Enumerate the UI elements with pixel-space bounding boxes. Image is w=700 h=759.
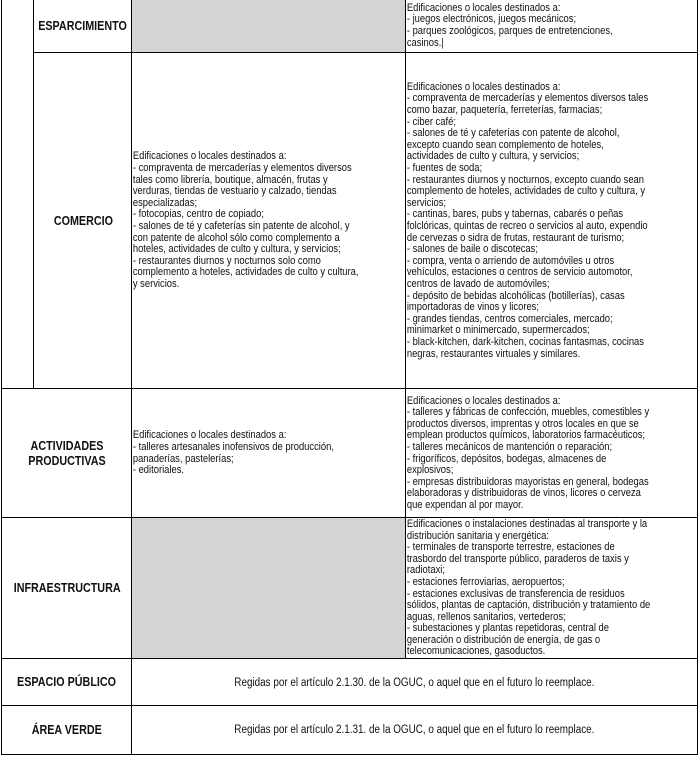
row-label-infraestructura: INFRAESTRUCTURA bbox=[1, 517, 133, 660]
list-item: - fuentes de soda; bbox=[406, 162, 483, 175]
list-item: - juegos electrónicos, juegos mecánicos; bbox=[406, 13, 577, 26]
list-item: - salones de té y cafeterías sin patente de alcohol, y con patente de alcohol sólo como complemento a hoteles, actividades de culto y cultura, y servicios; bbox=[132, 220, 350, 256]
cell-comercio-col2 bbox=[131, 52, 407, 390]
list-intro: Edificaciones o locales destinados a: bbox=[132, 150, 287, 163]
list bbox=[406, 82, 650, 360]
list-item: - editoriales. bbox=[132, 464, 185, 477]
list bbox=[406, 396, 650, 512]
group-bracket-cell bbox=[1, 0, 35, 390]
list-item: - black-kitchen, dark-kitchen, cocinas fantasmas, cocinas negras, restaurantes virtuales y similares. bbox=[406, 335, 644, 360]
list bbox=[132, 430, 362, 476]
list-item: - estaciones exclusivas de transferencia de residuos sólidos, plantas de captación, distribución y tratamiento de aguas, rellenos sanitarios, vertederos; bbox=[406, 587, 651, 623]
list-item: - salones de baile o discotecas; bbox=[406, 243, 538, 256]
list-item: - compraventa de mercaderías y elementos diversos tales como librería, boutique, almacén, frutas y verduras, tiendas de vestuario y calzado, tiendas especializadas; bbox=[132, 162, 352, 209]
cell-area-verde: Regidas por el artículo 2.1.31. de la OGUC, o aquel que en el futuro lo reemplace. bbox=[131, 705, 698, 755]
list-item: - ciber café; bbox=[406, 115, 456, 128]
row-label-actividades-productivas: ACTIVIDADES PRODUCTIVAS bbox=[1, 388, 133, 519]
list-item: - frigoríficos, depósitos, bodegas, almacenes de explosivos; bbox=[406, 452, 607, 477]
list-item: - depósito de bebidas alcohólicas (botillerías), casas importadoras de vinos y licores; bbox=[406, 289, 625, 314]
blocked-cell-infraestructura bbox=[131, 517, 407, 660]
cell-actividades-col3 bbox=[405, 388, 698, 519]
cell-espacio-publico: Regidas por el artículo 2.1.30. de la OGUC, o aquel que en el futuro lo reemplace. bbox=[131, 658, 698, 707]
list-item: - grandes tiendas, centros comerciales, mercado; minimarket o minimercado, supermercados; bbox=[406, 312, 613, 337]
list-item: - talleres y fábricas de confección, muebles, comestibles y productos diversos, imprentas y otros locales en que se emplean productos químicos, laboratorios farmacéuticos; bbox=[406, 406, 650, 442]
list-item: - compra, venta o arriendo de automóviles u otros vehículos, estaciones o centros de servicio automotor, centros de lavado de automóviles; bbox=[406, 254, 633, 290]
list bbox=[406, 3, 650, 49]
list-item: - restaurantes diurnos y nocturnos solo como complemento a hoteles, actividades de culto y cultura, y servicios. bbox=[132, 254, 359, 290]
cell-actividades-col2 bbox=[131, 388, 407, 519]
list-item: - compraventa de mercaderías y elementos diversos tales como bazar, paquetería, ferreterías, farmacias; bbox=[406, 92, 649, 117]
list-item: - talleres artesanales inofensivos de producción, panaderías, pastelerías; bbox=[132, 440, 334, 465]
list-intro: Edificaciones o locales destinados a: bbox=[132, 429, 287, 442]
list-intro: Edificaciones o locales destinados a: bbox=[406, 394, 561, 407]
row-label-esparcimiento: ESPARCIMIENTO bbox=[33, 0, 133, 54]
list-item: - subestaciones y plantas repetidoras, central de generación o distribución de energía, de gas o telecomunicaciones, gasoductos. bbox=[406, 622, 610, 658]
row-label-comercio: COMERCIO bbox=[33, 52, 133, 390]
list bbox=[132, 151, 362, 290]
cell-esparcimiento-col3 bbox=[405, 0, 698, 54]
list-item: - salones de té y cafeterías con patente de alcohol, excepto cuando sean complemento de hoteles, actividades de culto y cultura, y servicios; bbox=[406, 127, 620, 163]
row-label-area-verde: ÁREA VERDE bbox=[1, 705, 133, 755]
blocked-cell-esparcimiento bbox=[131, 0, 407, 54]
list-intro: Edificaciones o locales destinados a: bbox=[406, 1, 561, 14]
list-item: - fotocopias, centro de copiado; bbox=[132, 208, 264, 221]
list-item: - talleres mecánicos de mantención o reparación; bbox=[406, 440, 613, 453]
row-label-espacio-publico: ESPACIO PÚBLICO bbox=[1, 658, 133, 707]
list-item: - terminales de transporte terrestre, estaciones de trasbordo del transporte público, paraderos de taxis y radiotaxi; bbox=[406, 541, 629, 577]
list-item: - empresas distribuidoras mayoristas en general, bodegas elaboradoras y distribuidoras de vinos, licores o cerveza que expendan al por mayor. bbox=[406, 475, 649, 511]
cell-comercio-col3 bbox=[405, 52, 698, 390]
list bbox=[406, 519, 650, 658]
list-item: - restaurantes diurnos y nocturnos, excepto cuando sean complemento de hoteles, actividades de culto y cultura, y servicios; bbox=[406, 173, 646, 209]
list-intro: Edificaciones o instalaciones destinadas al transporte y la distribución sanitaria y energética: bbox=[406, 517, 648, 542]
list-item: - cantinas, bares, pubs y tabernas, cabarés o peñas folclóricas, quintas de recreo o servicios al auto, expendio de cervezas o sidra de frutas, restaurant de turismo; bbox=[406, 208, 648, 244]
list-item: - estaciones ferroviarias, aeropuertos; bbox=[406, 575, 565, 588]
cell-infraestructura-col3 bbox=[405, 517, 698, 660]
list-item: - parques zoológicos, parques de entretenciones, casinos.| bbox=[406, 25, 613, 49]
list-intro: Edificaciones o locales destinados a: bbox=[406, 80, 561, 93]
